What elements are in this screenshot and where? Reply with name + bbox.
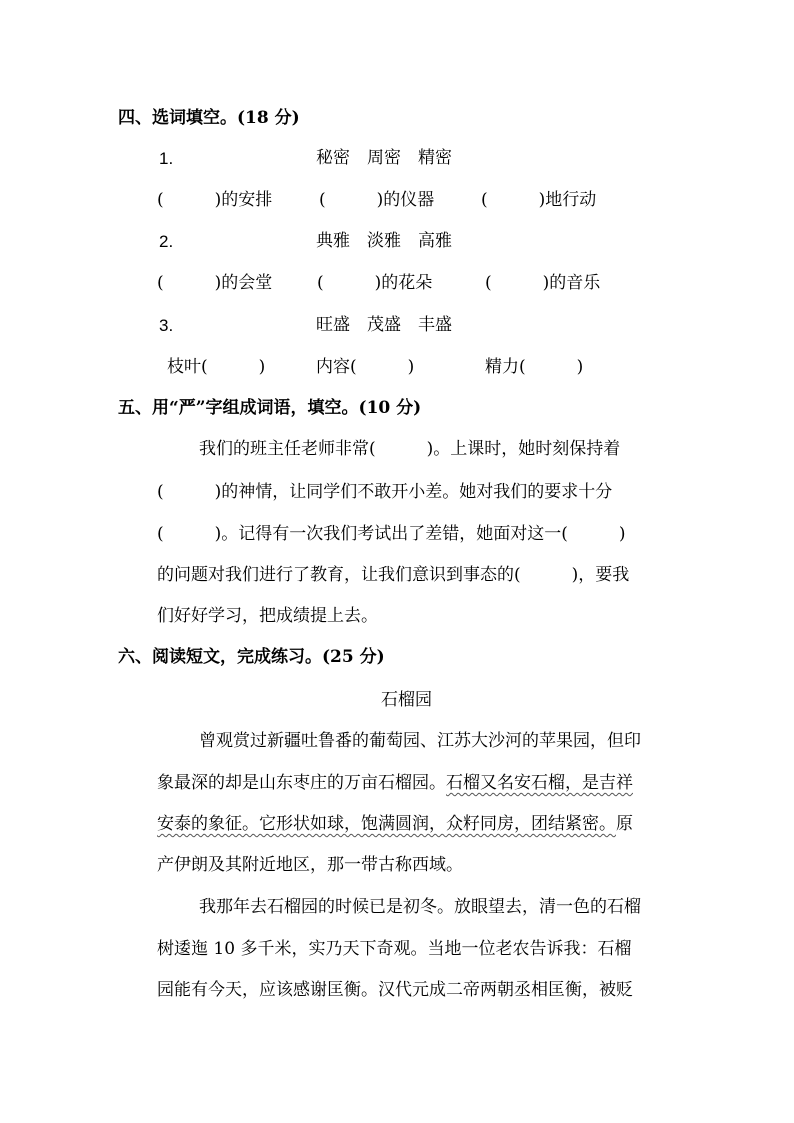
section5-line-1: 我们的班主任老师非常( )。上课时，她时刻保持着: [199, 439, 621, 459]
passage-p1-line-2-text: 象最深的却是山东枣庄的万亩石榴园。: [157, 773, 446, 793]
group3-blank-2: 内容( ): [316, 357, 415, 377]
group1-blank-2: ( )的仪器: [319, 190, 435, 210]
passage-p1-line-3: [157, 816, 633, 833]
section5-line-3: ( )。记得有一次我们考试出了差错，她面对这一( ): [157, 524, 626, 544]
group3-word-choices: 旺盛 茂盛 丰盛: [316, 315, 452, 335]
passage-p2-line-3: 园能有今天，应该感谢匡衡。汉代元成二帝两朝丞相匡衡，被贬: [157, 980, 633, 1000]
section5-line-4: 的问题对我们进行了教育，让我们意识到事态的( )，要我: [157, 565, 630, 585]
passage-title: 石榴园: [381, 690, 432, 710]
wavy-underlined-sentence-part-2: 安泰的象征。它形状如球，饱满圆润，众籽同房，团结紧密。: [157, 814, 616, 834]
group2-number: 2.: [159, 232, 174, 251]
group1-number: 1.: [159, 149, 174, 168]
section5-line-5: 们好好学习，把成绩提上去。: [157, 606, 378, 626]
section6-heading: 六、阅读短文，完成练习。(25 分): [118, 647, 385, 667]
group1-word-choices: 秘密 周密 精密: [316, 148, 452, 168]
group3-number: 3.: [159, 316, 174, 335]
group1-blank-3: ( )地行动: [481, 190, 597, 210]
group2-blank-1: ( )的会堂: [157, 273, 273, 293]
passage-p2-line-1: 我那年去石榴园的时候已是初冬。放眼望去，清一色的石榴: [199, 897, 641, 917]
passage-p1-line-2: [157, 775, 633, 792]
wavy-underlined-sentence-part-1: 石榴又名安石榴，是吉祥: [446, 773, 633, 793]
passage-p1-line-4: 产伊朗及其附近地区，那一带古称西域。: [157, 855, 463, 875]
section5-line-2: ( )的神情，让同学们不敢开小差。她对我们的要求十分: [157, 482, 613, 502]
group2-word-choices: 典雅 淡雅 高雅: [316, 231, 452, 251]
group2-blank-3: ( )的音乐: [485, 273, 601, 293]
passage-p2-line-2: 树逶迤 10 多千米，实乃天下奇观。当地一位老农告诉我：石榴: [157, 939, 632, 959]
passage-p1-line-1: 曾观赏过新疆吐鲁番的葡萄园、江苏大沙河的苹果园，但印: [199, 731, 641, 751]
group3-blank-3: 精力( ): [485, 357, 584, 377]
group2-blank-2: ( )的花朵: [317, 273, 433, 293]
section4-heading: 四、选词填空。(18 分): [118, 108, 300, 128]
passage-p1-line-3-text: 原: [616, 814, 633, 834]
section5-heading: 五、用“严”字组成词语，填空。(10 分): [118, 398, 422, 418]
group1-blank-1: ( )的安排: [157, 190, 273, 210]
group3-blank-1: 枝叶( ): [167, 357, 266, 377]
